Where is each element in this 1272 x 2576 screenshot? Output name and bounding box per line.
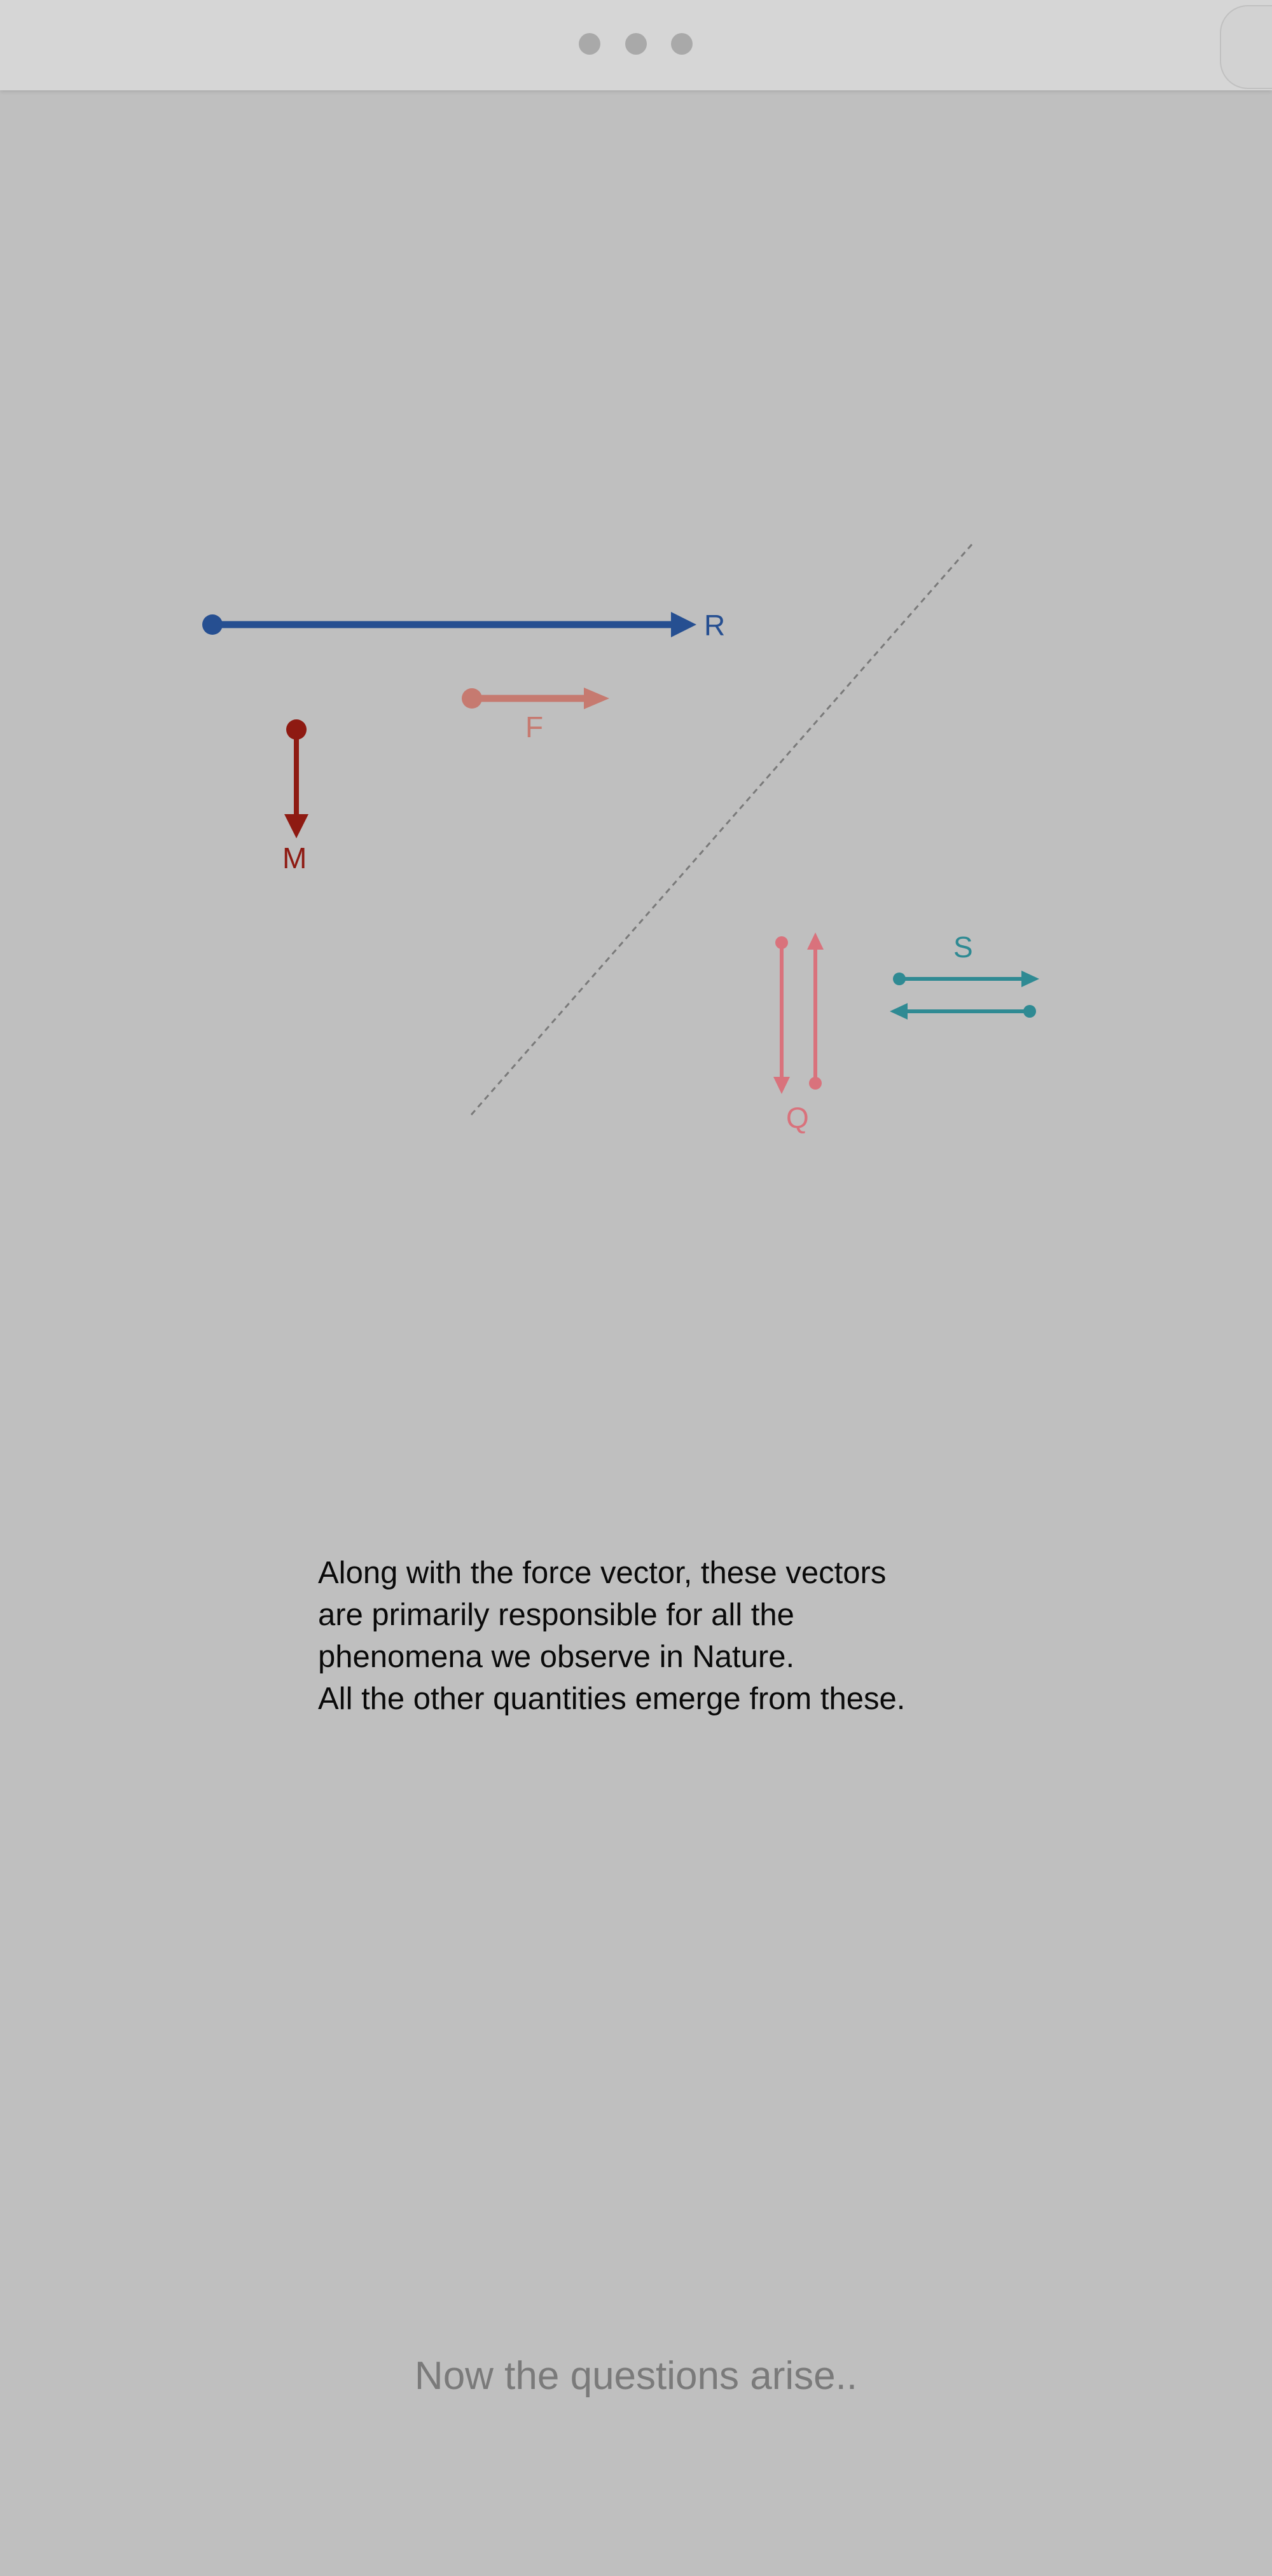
vector-s-bottom-head [890,1003,908,1020]
vector-m [282,719,308,875]
vector-s [890,931,1039,1020]
vector-r-head [671,612,696,637]
vector-r [202,609,725,642]
vector-m-label: M [282,841,307,875]
vector-q-right-head [807,932,824,950]
vector-q-label: Q [786,1101,809,1134]
vector-m-head [284,814,308,838]
vector-q [773,932,824,1134]
vector-f [462,688,609,744]
vector-q-left-head [773,1077,790,1094]
vector-f-label: F [525,710,544,744]
questions-prompt: Now the questions arise.. [414,2354,858,2398]
vector-r-label: R [704,609,726,642]
vector-f-head [584,688,609,709]
description-paragraph: Along with the force vector, these vectors are primarily responsible for all the phenomena we observe in Nature. All the other quantities emerge from these. [318,1556,906,1716]
vector-s-label: S [953,931,973,964]
vector-s-top-head [1021,971,1039,987]
